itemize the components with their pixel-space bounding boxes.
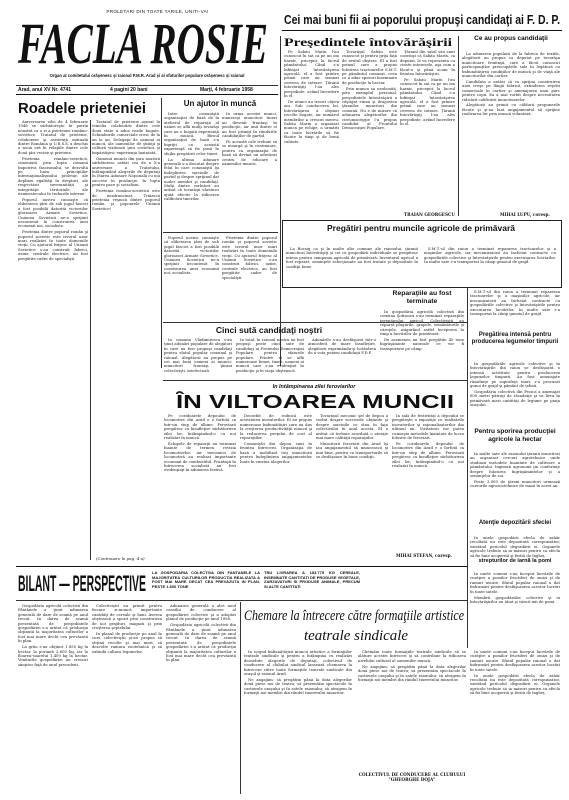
cinci-p2: In total, în raionul nostru au fost propuşi peste cinci sute de candidaţi ai Frontului Democraţiei Populare pentru sfaturile populare. Printre ei se află numeroase femei, tineri, oameni ai muncii care s-au evidenţiat în producţie şi în viaţa obştească. — [236, 338, 304, 373]
cfr-p2: Echipele de reparaţii au terminat înainte de termen revizia locomotivelor, iar mecanicii de locomotivă au realizat importante economii de combustibil. Fruntaşii în întrecerea socialistă au fost evidenţiaţi în adunarea festivă. — [164, 440, 236, 473]
svg-text:teatrale sindicale: teatrale sindicale — [304, 628, 409, 644]
ceau-p2: Candidata a arătat că va sprijini construirea unei creşe pe lângă fabrică, extinderea reţelei comerciale în cartier şi amenajarea unui parc pentru copii. Ea a mai vorbit despre necesitatea ridicării calificării muncitoarelor. — [462, 78, 560, 102]
sporirea-body — [470, 452, 560, 518]
atentie-title: Atenţie depozitării sfeclei — [478, 520, 552, 526]
legume-p1: In gospodăriile agricole colective şi în întovărăşirile din raion se desfăşoară o intensă activitate pentru producerea legumelor timpurii. Au fost amenajate răsadniţe pe suprafeţe mari, s-a procurat gunoi de grajd şi pământ de ţelină. — [470, 362, 560, 389]
ceau-body — [462, 52, 560, 212]
svg-text:Chemare la întrecere către for: Chemare la întrecere către formaţiile artistice — [244, 608, 465, 624]
pres-p4: Prin munca sa neobosită, prin exemplul personal, preşedintele întovărăşirii a câştigat stima şi dragostea ţăranilor muncitori din comună. Nu e de mirare că adunarea alegătorilor din circumscripţie l-a propus candidat al Frontului Democraţiei Populare. — [342, 85, 397, 131]
cfr-p5: Tovarăşul mecanic şef de depou a vorbit despre succesele obţinute şi despre sarcinile ce stau în faţa colectivului în anul acesta. El a arătat că trebuie acordată o atenţie mai mare calităţii reparaţiilor. — [316, 414, 388, 441]
bilant-p3: Colectiviştii au primit pentru fiecare zi-muncă importante cantităţi de cereale şi bani. Averea obştească a sporit prin construirea de noi grajduri, magazii şi prin creşterea şeptelului. — [92, 604, 162, 631]
cfr-col2 — [240, 414, 312, 562]
roadele-p4: Prietenia dintre poporul român şi poporul sovietic este izvorul unor mari realizări în toate domeniile vieţii. Cu ajutorul frăţesc al Uniunii Sovietice s-au construit fabrici, uzine, centrale electrice, au fost pregătite cadre de specialişti. — [18, 229, 88, 261]
sporirea-p2: Peste 3.000 de ţărani muncitori urmează cursurile agrozootehnice de masă în acest an. — [470, 478, 560, 489]
cinci-col3 — [308, 338, 376, 378]
ceau-p3: Alegătorii au primit cu căldură propunerile făcute şi şi-au luat angajamentul să sprijine realizarea lor prin muncă voluntară. — [462, 102, 560, 117]
cfr-p1: Pe coridoarele depoului de locomotive din Arad e o forfotă ca într-un stup de albine. Feroviarii pregătesc cu însufleţire sărbătorirea zilei lor, întâmpinând-o cu noi realizări în muncă. — [164, 414, 236, 441]
ajutor-title: Un ajutor în muncă — [183, 99, 257, 108]
chemare-title — [244, 604, 466, 646]
bottom-right-col — [470, 650, 560, 792]
bilant-p5: Adunarea generală a ales noul consiliu de conducere al gospodăriei colective şi a adoptat planul de producţie pe anul 1958. — [166, 604, 236, 622]
reparatiile-body — [380, 310, 464, 368]
ajutor-p3: In urma acestei munci, numeroşi muncitori tineri au devenit fruntaşi în producţie, iar unii dintre ei au fost primiţi în rândurile candidaţilor de partid. — [222, 112, 277, 139]
issue-date: Marţi, 4 februarie 1958 — [200, 87, 253, 93]
stirile-title: strepturilor de iarnă la pomi — [478, 558, 552, 564]
bilant-col3 — [166, 604, 236, 792]
chemare-p3: Chemăm toate formaţiile teatrale sindicale să se alăture acestei întreceri şi să contribuie la ridicarea nivelului cultural al oamenilor muncii. — [358, 650, 466, 663]
pregatiri-title: Pregătiri pentru muncile agricole de primăvară — [326, 223, 515, 233]
roadele-p1: Aniversarea zilei de 4 februarie 1948 se sărbătoreşte în patria noastră ca o zi a prieteniei româno-sovietice. Tratatul de prietenie, colaborare şi asistenţă mutuală dintre România şi U.R.S.S. a deschis o nouă eră în relaţiile dintre cele două ţări vecine şi prietene. — [18, 120, 88, 155]
svg-text:ÎN VILTOAREA MUNCII: ÎN VILTOAREA MUNCII — [176, 392, 370, 411]
roadele-p2: Prietenia româno-sovietică, cimentată prin lupta comună împotriva fascismului, se dezvoltă pe baza principiilor internaţionalismului proletar, ale deplinei egalităţi în drepturi, ale respectării suveranităţii şi integrităţii teritoriale, ale neamestecului în treburile interne. — [18, 155, 88, 196]
right-intro — [470, 290, 560, 330]
masthead-subtitle: Organ al comitetului orăşenesc şi raional P.M.R. Arad şi al sfaturilor populare orăşenesc şi raional — [49, 73, 245, 78]
ajutor-p4: Pe această cale trebuie să se meargă şi în continuare, pentru ca organizaţia de bază să devină un adevărat centru de educare a oamenilor muncii. — [222, 138, 277, 166]
ceau-title: Ce au propus candidaţii — [474, 35, 548, 42]
pres-col2 — [342, 50, 397, 220]
pregatiri-col2 — [424, 247, 556, 283]
ajutor-col3 — [164, 236, 219, 320]
chemare-p4: Ne angajăm: să pregătim până la data alegerilor două piese noi de teatru; să prezentăm spectacole în cartierele oraşului şi în satele raionului; să atragem în formaţii noi membri din rândul tineretului muncitor. — [358, 663, 466, 682]
issue-number: Arad, anul XV Nr. 4741 — [18, 87, 72, 93]
roadele-p3: Poporul nostru cunoaşte că eliberarea ţării de sub jugul fascist a fost posibilă datorită victoriilor glorioasei Armate Sovietice. Uniunea Sovietică ne-a sprijinit necontenit în construirea unei economii noi, socialiste. — [18, 196, 88, 229]
roadele-p5: Tratatul de prietenie aşezat la temelia colaborării dintre cele două state a adus roade bogate. Schimburile comerciale cresc de la an la an. Delegaţii de oameni ai muncii, ale oamenilor de ştiinţă şi cultură vizitează ţara sovietică şi împărtăşesc experienţa înaintată. — [92, 120, 160, 155]
bilant-title — [18, 570, 148, 594]
roadele-p6: Oamenii muncii din ţara noastră sărbătoresc astăzi cea de a X-a aniversare a Tratatului, întâmpinând alegerile de deputaţi în Marea Adunare Naţională cu noi succese în producţie, în lupta pentru pace şi socialism. — [92, 155, 160, 188]
chemare-col1 — [244, 650, 352, 792]
svg-text:Roadele prieteniei: Roadele prieteniei — [18, 100, 146, 116]
stirile-p2: Membrii gospodăriilor colective şi ai întovărăşirilor au tăiat şi văruit mii de pomi. — [470, 594, 560, 604]
atentie-body — [470, 536, 560, 558]
pres-p2: De atunci au trecut câţiva ani. Sub conducerea lui, întovărăşirea a obţinut recolte bogate, iar numărul membrilor a crescut mereu. Sabău Marin a organizat munca pe echipe, a urmărit ca toate lucrările să fie făcute la timp şi de bună calitate. — [284, 98, 339, 144]
bottom-right-p2: In unele gospodării sfecla de zahăr recoltată nu este depozitată corespunzător, existând pericolul degradării ei. Organele agricole trebuie să ia măsuri pentru ca sfecla să fie bine acoperită şi ferită de îngheţ. — [470, 672, 560, 696]
stirile-p1: In unele comuni s-au început lucrările de curăţire a pomilor fructiferi de omizi şi de ramuri uscate. Sfatul popular raional a dat îndrumări pentru desfăşurarea acestor lucrări în toate satele. — [470, 572, 560, 594]
cinci-title: Cinci sută candidaţi noştri — [215, 325, 323, 335]
cinci-col1 — [164, 338, 232, 378]
ajutor-p1: Intre comuniştii organizaţiei de bază de la atelierul de reparaţii al uzinei se află mulţi tovarăşi care au o bogată experienţă în muncă. Biroul organizaţiei de bază s-a îngrijit ca această experienţă să fie pusă în slujba pregătirii celor tineri. — [164, 112, 219, 156]
bilant-col2 — [92, 604, 162, 792]
ajutor-p2: La ultima adunare generală s-a discutat despre felul în care comuniştii îşi îndeplinesc sarcinile de partid şi despre sprijinul dat noilor membri şi candidaţi. Mulţi dintre vorbitori au arătat că tovarăşii vârstnici ajută efectiv la ridicarea calificării tinerilor. — [164, 156, 219, 202]
sporirea-title: Pentru sporirea producţiei agricole la hectar — [474, 428, 556, 443]
pages-price: 4 pagini 20 bani — [110, 87, 148, 93]
bottom-right-p1: In unele comuni s-au început lucrările de curăţire a pomilor fructiferi de omizi şi de ramuri uscate. Sfatul popular raional a dat îndrumări pentru desfăşurarea acestor lucrări în toate satele. — [470, 650, 560, 672]
ajutor-col3-text: Poporul nostru cunoaşte că eliberarea ţării de sub jugul fascist a fost posibilă datorită victoriilor glorioasei Armate Sovietice. Uniunea Sovietică ne-a sprijinit necontenit în construirea unei economii noi, socialiste. — [164, 236, 219, 276]
cinci-p1: In comuna Vladimirescu s-au ţinut adunări populare de alegători în care au fost propuşi candidaţi pentru sfatul popular comunal şi raional. Alegătorii au propus pe cei mai buni oameni ai muncii: muncitori fruntaşi, ţărani colectivişti, intelectuali. — [164, 338, 232, 373]
pres-p3: Tovarăşul Sabău este cunoscut şi pentru grija faţă de avutul obştesc. El a fost primul care a propus folosirea tractoarelor S.M.T. pe pământul comasat, ceea ce a adus sporuri însemnate de producţie la hectar. — [342, 50, 397, 85]
ajutor-col2 — [222, 112, 277, 232]
svg-text:Preşedintele întovărăşirii: Preşedintele întovărăşirii — [284, 35, 453, 48]
cfr-col3 — [316, 414, 388, 562]
pres-p6: Pe Sabău Marin l-au cunoscut în sat ca pe un om harnic, priceput la lucrul pământului. Când s-a înfiinţat întovărăşirea agricolă, el a fost printre primii care au semnat cererea de intrare. Ţăranii întovărăşiţi l-au ales preşedinte, având încredere în el. — [400, 76, 455, 126]
cfr-p3: Deosebit de rodnică este activitatea inovatorilor. Ei au propus numeroase îmbunătăţiri care au dus la creşterea productivităţii muncii şi la reducerea preţului de cost al reparaţiilor. — [240, 414, 312, 441]
pregatiri-col1 — [286, 247, 418, 283]
pres-p5: Ţăranii din satul său sunt convinşi că Sabău Marin, ca deputat, le va reprezenta cu cinste interesele, aşa cum a făcut-o şi până acum în fruntea întovărăşirii. — [400, 50, 455, 77]
masthead-title: FACLA ROSIE — [18, 13, 268, 71]
banner-text: Cei mai buni fii ai poporului propuşi candidaţi ai F. D. P. — [284, 12, 560, 27]
pres-col3 — [400, 50, 455, 210]
right-intro-p: S.M.T.-ul din raion a terminat repararea tractoarelor şi a maşinilor agricole, iar mecanizatorii au încheiat contracte cu gospodăriile colective şi întovărăşirile pentru executarea lucrărilor. In multe sate s-a transportat la câmp gunoiul de grajd. — [470, 290, 560, 317]
cfr-p7: In sala de festivităţi a depoului se pregăteşte o expoziţie cu realizările inovatorilor şi raţionalizatorilor din ultimul an. Vizitatorii vor putea cunoaşte metodele înaintate de lucru folosite de feroviari. — [392, 414, 464, 441]
presedintele-title — [284, 33, 454, 47]
ceau-p1: La adunarea populară de la fabrica de textile, alegătorii au propus ca deputat pe tovarăşa muncitoare fruntaşă, care a făcut cunoscut participanţilor preocupările sale în legătură cu îmbunătăţirea condiţiilor de muncă şi de viaţă ale muncitorilor din cartier. — [462, 52, 560, 79]
cfr-title — [176, 391, 456, 411]
legume-body — [470, 362, 560, 424]
bilant-col1 — [18, 604, 88, 792]
reparatiile-p1: In gospodăria agricolă colectivă din comuna Şofronea s-au terminat reparaţiile inventarului agricol. Colectiviştii au reparat plugurile, grapele, semănătorile şi căruţele, asigurând astfel începerea la timp a lucrărilor de primăvară. — [380, 310, 464, 337]
banner-headline — [282, 10, 562, 28]
cfr-col1 — [164, 414, 236, 562]
cinci-col2 — [236, 338, 304, 378]
pregatiri-p2: S.M.T.-ul din raion a terminat repararea tractoarelor şi a maşinilor agricole, iar mecanizatorii au încheiat contracte cu gospodăriile colective şi întovărăşirile pentru executarea lucrărilor. In multe sate s-a transportat la câmp gunoiul de grajd. — [424, 247, 556, 265]
reparatiile-p2: De asemenea au fost pregătite 45 tone îngrăşăminte naturale ce vor fi transportate pe câmp. — [380, 336, 464, 351]
pres-author: TRAIAN GEORGESCU — [404, 212, 456, 217]
cfr-author: MIHAI STEFAN, coresp. — [396, 553, 452, 558]
ajutor-col4-text: Prietenia dintre poporul român şi poporul sovietic este izvorul unor mari realizări în toate domeniile vieţii. Cu ajutorul frăţesc al Uniunii Sovietice s-au construit fabrici, uzine, centrale electrice, au fost pregătite cadre de specialişti. — [222, 236, 277, 280]
masthead-slogan: PROLETARI DIN TOATE TARILE, UNITI-VA! — [106, 9, 209, 14]
atentie-p1: In unele gospodării sfecla de zahăr recoltată nu este depozitată corespunzător, existând pericolul degradării ei. Organele agricole trebuie să ia măsuri pentru ca sfecla să fie bine acoperită şi ferită de îngheţ. — [470, 536, 560, 558]
masthead-title-svg — [18, 13, 270, 71]
sporirea-p1: In multe sate ale raionului ţăranii muncitori au organizat cercuri agrotehnice unde studiază metodele înaintate de cultivare a pământului. Inginerii agronomi ţin conferinţe despre folosirea îngrăşămintelor şi a seminţelor de soi. — [470, 452, 560, 479]
cfr-kicker: In întâmpinarea zilei feroviarilor — [272, 384, 356, 390]
cfr-p4: Comuniştii din depou sunt în fruntea întrecerii. Organizaţia de bază a mobilizat toţi muncitorii pentru îndeplinirea angajamentelor luate în cinstea alegerilor. — [240, 440, 312, 464]
svg-text:BILANT — PERSPECTIVE: BILANT — PERSPECTIVE — [18, 571, 146, 594]
pres-p1: Pe Sabău Marin l-au cunoscut în sat ca pe un om harnic, priceput la lucrul pământului. Când s-a înfiinţat întovărăşirea agricolă, el a fost printre primii care au semnat cererea de intrare. Ţăranii întovărăşiţi l-au ales preşedinte, având încredere în el. — [284, 50, 339, 99]
ajutor-col4 — [222, 236, 277, 320]
roadele-continued: (Continuare în pag. 4-a) — [96, 556, 145, 561]
roadele-col1 — [18, 120, 88, 560]
chemare-signature: COLECTIVUL DE CONDUCERE AL CLUBULUI "GHEORGHE DOJA" — [358, 772, 466, 782]
chemare-p2: Ne angajăm: să pregătim până la data alegerilor două piese noi de teatru; să prezentăm spectacole în cartierele oraşului şi în satele raionului; să atragem în formaţii noi membri din rândul tineretului muncitor. — [244, 676, 352, 696]
ajutor-col1 — [164, 112, 219, 232]
roadele-col2 — [92, 120, 160, 560]
roadele-p7: Prietenia româno-sovietică este de nezdruncinat. Trăiască prietenia veşnică dintre poporul român şi popoarele Uniunii Sovietice! — [92, 188, 160, 211]
bilant-p2: La grâu s-au obţinut 1.850 kg la hectar, la porumb 2.600 kg, iar la floarea-soarelui 1.400 kg la hectar. Veniturile gospodăriei au crescut simţitor faţă de anul precedent. — [18, 644, 88, 667]
masthead-title-wrap — [18, 13, 270, 71]
bilant-lead2: TRU LIVRAREA A 153.775 KG CEREALE, INSEMNATE CANTITATI DE PRODUSE VEGETALE, ZARZAVATURI SI PRODUSE ANIMALE, PRECUM SI ALTE CANTITATI — [264, 571, 360, 589]
cfr-col4 — [392, 414, 464, 552]
cfr-p6: Muncitorii feroviari din Arad îşi iau angajamentul să muncească şi mai bine, pentru ca transporturile să se desfăşoare în bune condiţii. — [316, 440, 388, 460]
bilant-p1: Gospodăria agricolă colectivă din Fântânele a ţinut adunarea generală de dare de seamă pe anul trecut. In darea de seamă prezentată de preşedintele gospodăriei s-a arătat că producţia obţinută la majoritatea culturilor a fost mai mare decât cea prevăzută în plan. — [18, 604, 88, 644]
bilant-p6: Gospodăria agricolă colectivă din Fântânele a ţinut adunarea generală de dare de seamă pe anul trecut. In darea de seamă prezentată de preşedintele gospodăriei s-a arătat că producţia obţinută la majoritatea culturilor a fost mai mare decât cea prevăzută în plan. — [166, 622, 236, 663]
stirile-body — [470, 572, 560, 648]
pres-col1 — [284, 50, 339, 220]
roadele-title — [18, 99, 148, 116]
reparatiile-title: Reparaţiile au fost terminate — [392, 290, 452, 305]
cinci-p3: Adunările s-au desfăşurat într-o atmosferă de mare însufleţire, alegătorii exprimându-şi hotărârea de a vota pentru candidaţii F.D.P. — [308, 338, 376, 356]
legume-title: Pregătirea intensă pentru producerea legumelor timpurii — [471, 332, 559, 345]
cfr-p8: Pe coridoarele depoului de locomotive din Arad e o forfotă ca într-un stup de albine. Feroviarii pregătesc cu însufleţire sărbătorirea zilei lor, întâmpinând-o cu noi realizări în muncă. — [392, 440, 464, 468]
bilant-p4: In planul de producţie pe anul în curs colectiviştii şi-au propus să obţină recolte şi mai mari, să dezvolte ramura zootehnică şi să extindă cultura legumelor. — [92, 630, 162, 654]
pregatiri-p1: La Bocsig ca şi în multe alte comune ale raionului, ţăranii muncitori întovărăşiţi şi cei cu gospodării individuale se pregătesc intens pentru campania agricolă de primăvară. Inventarul agricol a fost reparat, seminţele selecţionate au fost tratate şi depozitate în condiţii bune. — [286, 247, 418, 269]
bilant-lead: LA GOSPODARIA COLECTIVA DIN FANTANELE LA MAJORITATEA CULTURILOR PRODUCTIA REALIZATA A FOST MAI MARE DECAT CEA PREVAZUTA IN PLAN. PESTE 1.600 TONE — [152, 571, 260, 589]
ceau-author: MIHAI LUPU, coresp. — [500, 212, 550, 217]
chemare-col2 — [358, 650, 466, 770]
chemare-p1: In scopul îmbunătăţirii muncii artistice a formaţiilor teatrale sindicale şi pentru a întâmpina cu realizări deosebite alegerile de deputaţi, colectivul de conducere al clubului sindical lansează chemarea la întrecere către toate formaţiile teatrale sindicale din oraşul şi raionul Arad. — [244, 650, 352, 677]
legume-p2: Gospodăria colectivă din Pecica a amenajat 600 metri pătraţi de răsadniţe şi va livra în primăvară mari cantităţi de legume pe piaţa oraşului. — [470, 388, 560, 408]
